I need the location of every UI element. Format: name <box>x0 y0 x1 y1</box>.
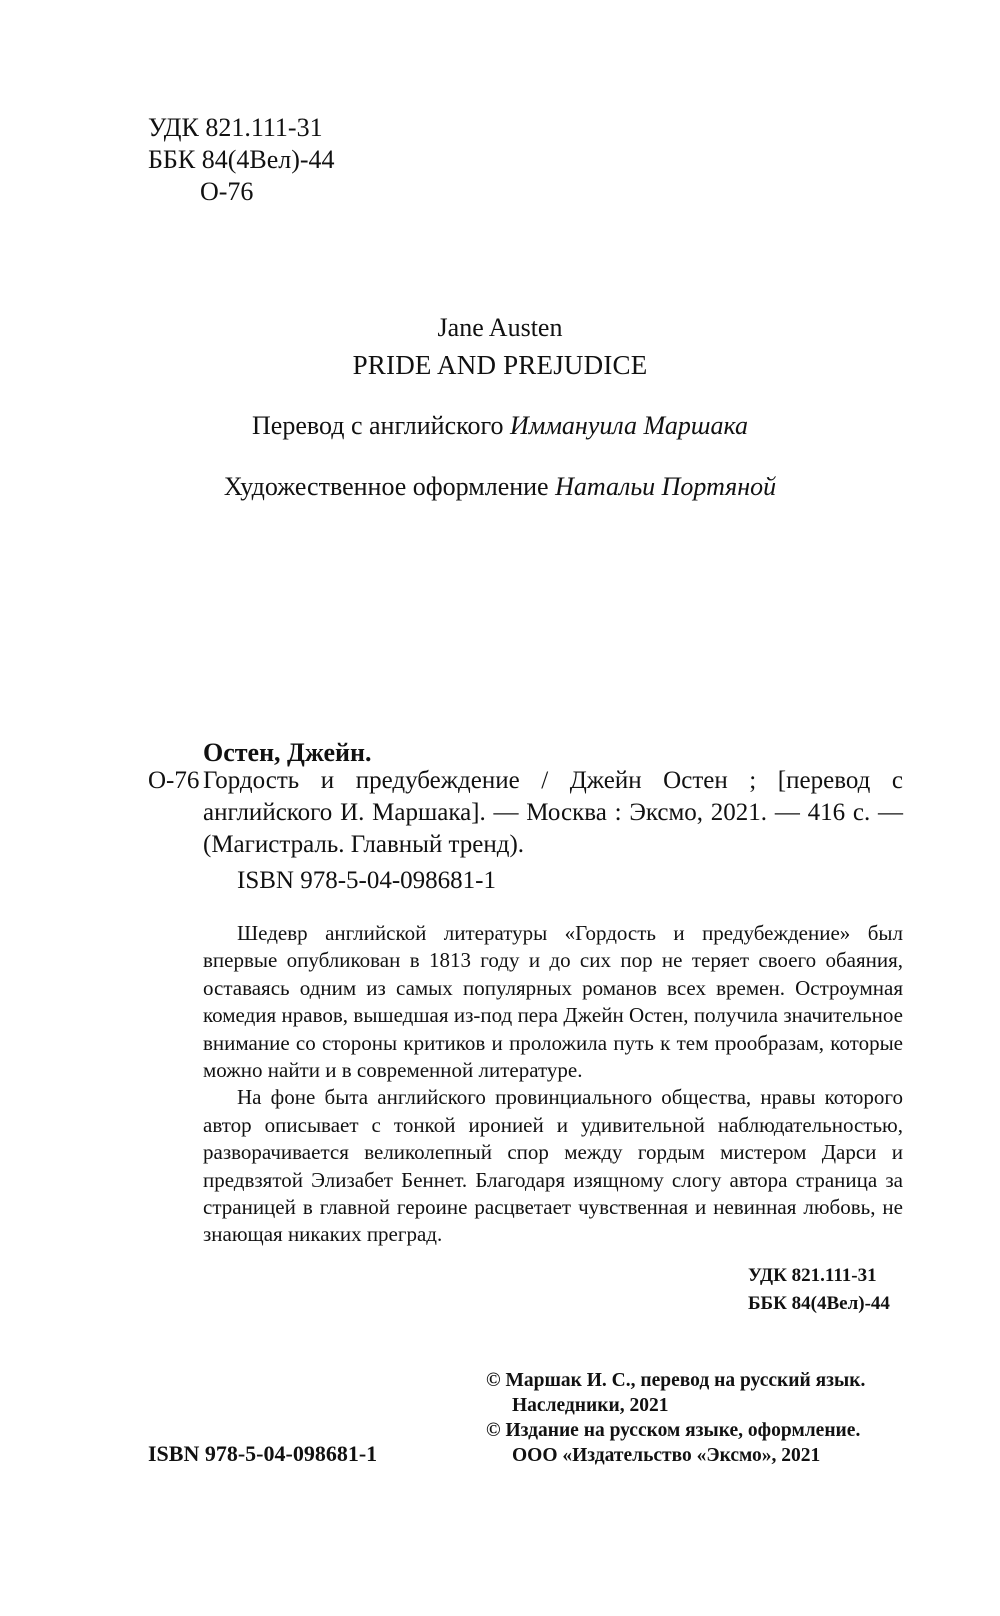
bibliographic-isbn: ISBN 978-5-04-098681-1 <box>237 867 497 894</box>
bibliographic-heading: Остен, Джейн. <box>203 738 372 767</box>
designer-name: Натальи Портяной <box>555 472 777 501</box>
copyright-translation-holder: Наследники, 2021 <box>512 1395 669 1416</box>
copyright-block <box>486 1368 926 1468</box>
copyright-translation: © Маршак И. С., перевод на русский язык. <box>486 1370 866 1391</box>
annotation-paragraph-1: Шедевр английской литературы «Гордость и предубеждение» был впервые опубликован в 1813 году и до сих пор не теряет своего обаяния, оставаясь одним из самых популярных романов всех времен. Остроумная комедия нравов, вышедшая из-под пера Джейн Остен, получила значительное внимание со стороны критиков и проложила путь к тем прообразам, которые можно найти и в современной литературе. <box>203 921 903 1083</box>
bibliographic-description: Гордость и предубеждение / Джейн Остен ; [перевод с английского И. Маршака]. — Москва : Эксмо, 2021. — 416 с. — (Магистраль. Главный тренд). <box>203 767 903 858</box>
classification-codes-top <box>148 112 335 208</box>
book-title-en: PRIDE AND PREJUDICE <box>352 350 648 380</box>
copyright-edition: © Издание на русском языке, оформление. <box>486 1420 861 1441</box>
annotation <box>203 920 903 1249</box>
design-credit <box>0 471 1000 503</box>
isbn-bottom: ISBN 978-5-04-098681-1 <box>148 1441 378 1466</box>
bibliographic-code: О-76 <box>148 767 200 794</box>
translation-prefix: Перевод с английского <box>252 411 504 440</box>
translation-credit <box>0 410 1000 442</box>
udk-code: УДК 821.111-31 <box>148 113 323 142</box>
classification-codes-bottom <box>748 1262 890 1318</box>
author-name-en: Jane Austen <box>437 313 563 342</box>
translator-name: Иммануила Маршака <box>509 411 748 440</box>
annotation-paragraph-2: На фоне быта английского провинциального общества, нравы которого автор описывает с тонкой иронией и удивительной наблюдательностью, разворачивается великолепный спор между гордым мистером Дарси и предвзятой Элизабет Беннет. Благодаря изящному слогу автора страница за страницей в главной героине расцветает чувственная и невинная любовь, не знающая никаких преград. <box>203 1085 903 1247</box>
copyright-edition-holder: ООО «Издательство «Эксмо», 2021 <box>512 1445 821 1466</box>
bbk-code-bottom: ББК 84(4Вел)-44 <box>748 1293 890 1314</box>
udk-code-bottom: УДК 821.111-31 <box>748 1265 877 1286</box>
design-prefix: Художественное оформление <box>223 472 549 501</box>
bbk-code: ББК 84(4Вел)-44 <box>148 145 335 174</box>
author-mark: О-76 <box>200 177 254 206</box>
